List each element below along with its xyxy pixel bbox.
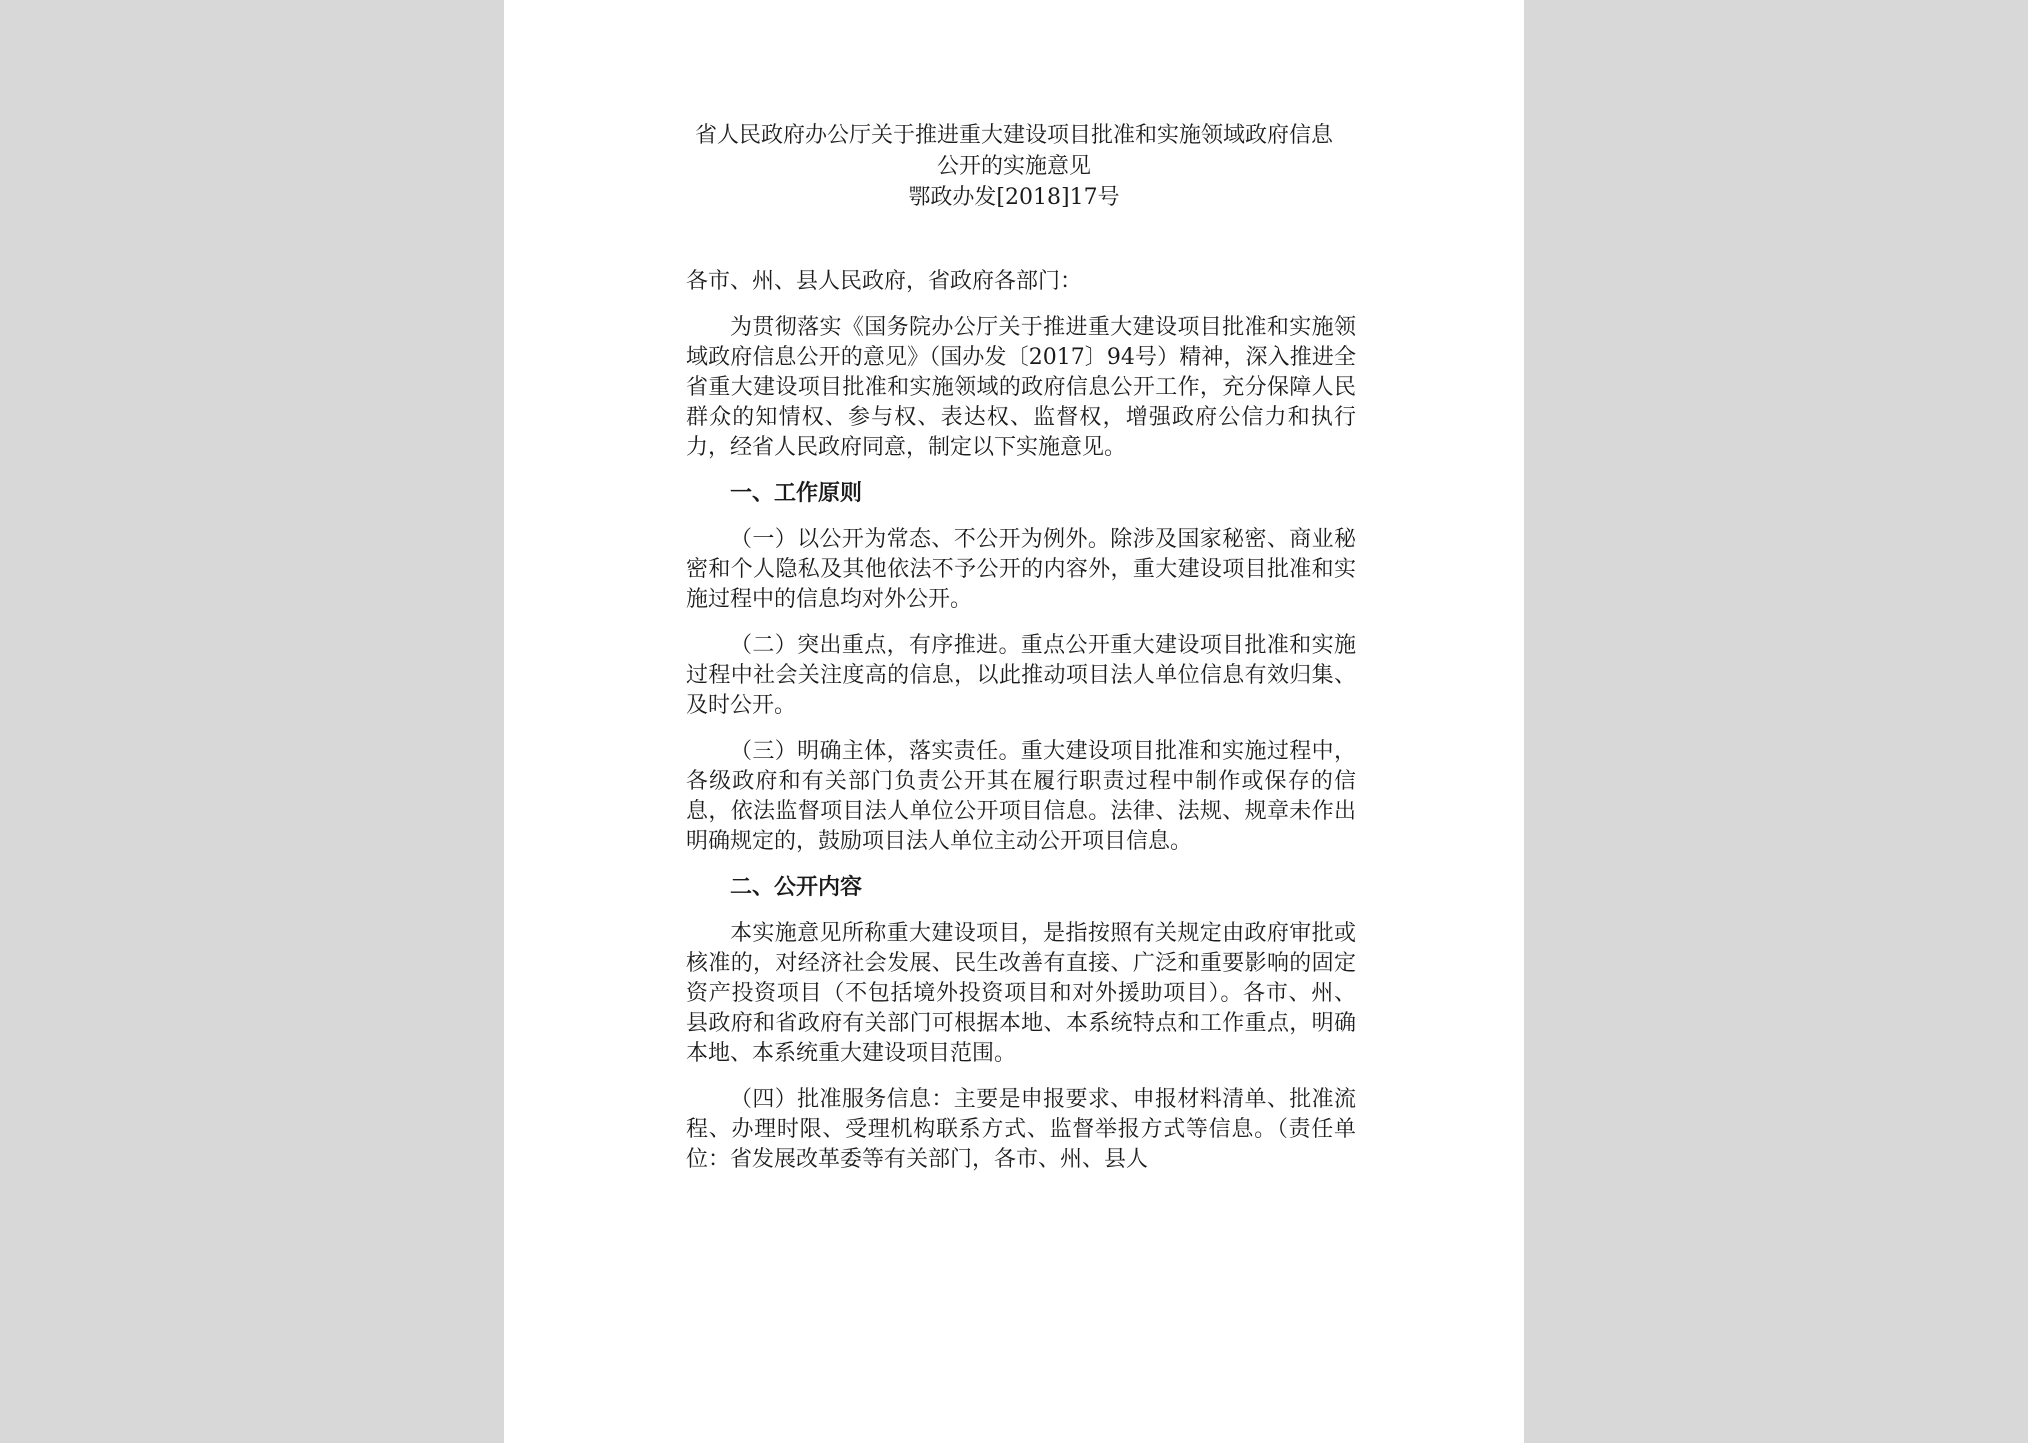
document-title-line-2: 公开的实施意见 [936, 154, 1091, 179]
document-page [504, 0, 1524, 1443]
section-heading-content: 二、公开内容 [730, 875, 863, 900]
item-4-paragraph: （四）批准服务信息：主要是申报要求、申报材料清单、批准流程、办理时限、受理机构联系方式、监督举报方式等信息。（责任单位：省发展改革委等有关部门，各市、州、县人 [686, 1087, 1356, 1172]
principle-1-paragraph: （一）以公开为常态、不公开为例外。除涉及国家秘密、商业秘密和个人隐私及其他依法不予公开的内容外，重大建设项目批准和实施过程中的信息均对外公开。 [686, 527, 1356, 612]
content-intro-paragraph: 本实施意见所称重大建设项目，是指按照有关规定由政府审批或核准的，对经济社会发展、民生改善有直接、广泛和重要影响的固定资产投资项目（不包括境外投资项目和对外援助项目）。各市、州、县政府和省政府有关部门可根据本地、本系统特点和工作重点，明确本地、本系统重大建设项目范围。 [686, 921, 1356, 1066]
salutation: 各市、州、县人民政府，省政府各部门： [686, 269, 1083, 294]
principle-3-paragraph: （三）明确主体，落实责任。重大建设项目批准和实施过程中，各级政府和有关部门负责公开其在履行职责过程中制作或保存的信息，依法监督项目法人单位公开项目信息。法律、法规、规章未作出明确规定的，鼓励项目法人单位主动公开项目信息。 [686, 739, 1356, 854]
principle-2-paragraph: （二）突出重点，有序推进。重点公开重大建设项目批准和实施过程中社会关注度高的信息，以此推动项目法人单位信息有效归集、及时公开。 [686, 633, 1356, 718]
document-title-line-1: 省人民政府办公厅关于推进重大建设项目批准和实施领域政府信息 [694, 123, 1333, 148]
document-number: 鄂政办发[2018]17号 [908, 185, 1120, 210]
document-body [686, 267, 1356, 1191]
document-title-block [504, 120, 1524, 213]
section-heading-principles: 一、工作原则 [730, 481, 863, 506]
intro-paragraph: 为贯彻落实《国务院办公厅关于推进重大建设项目批准和实施领域政府信息公开的意见》（国办发〔2017〕94号）精神，深入推进全省重大建设项目批准和实施领域的政府信息公开工作，充分保障人民群众的知情权、参与权、表达权、监督权，增强政府公信力和执行力，经省人民政府同意，制定以下实施意见。 [686, 315, 1356, 460]
